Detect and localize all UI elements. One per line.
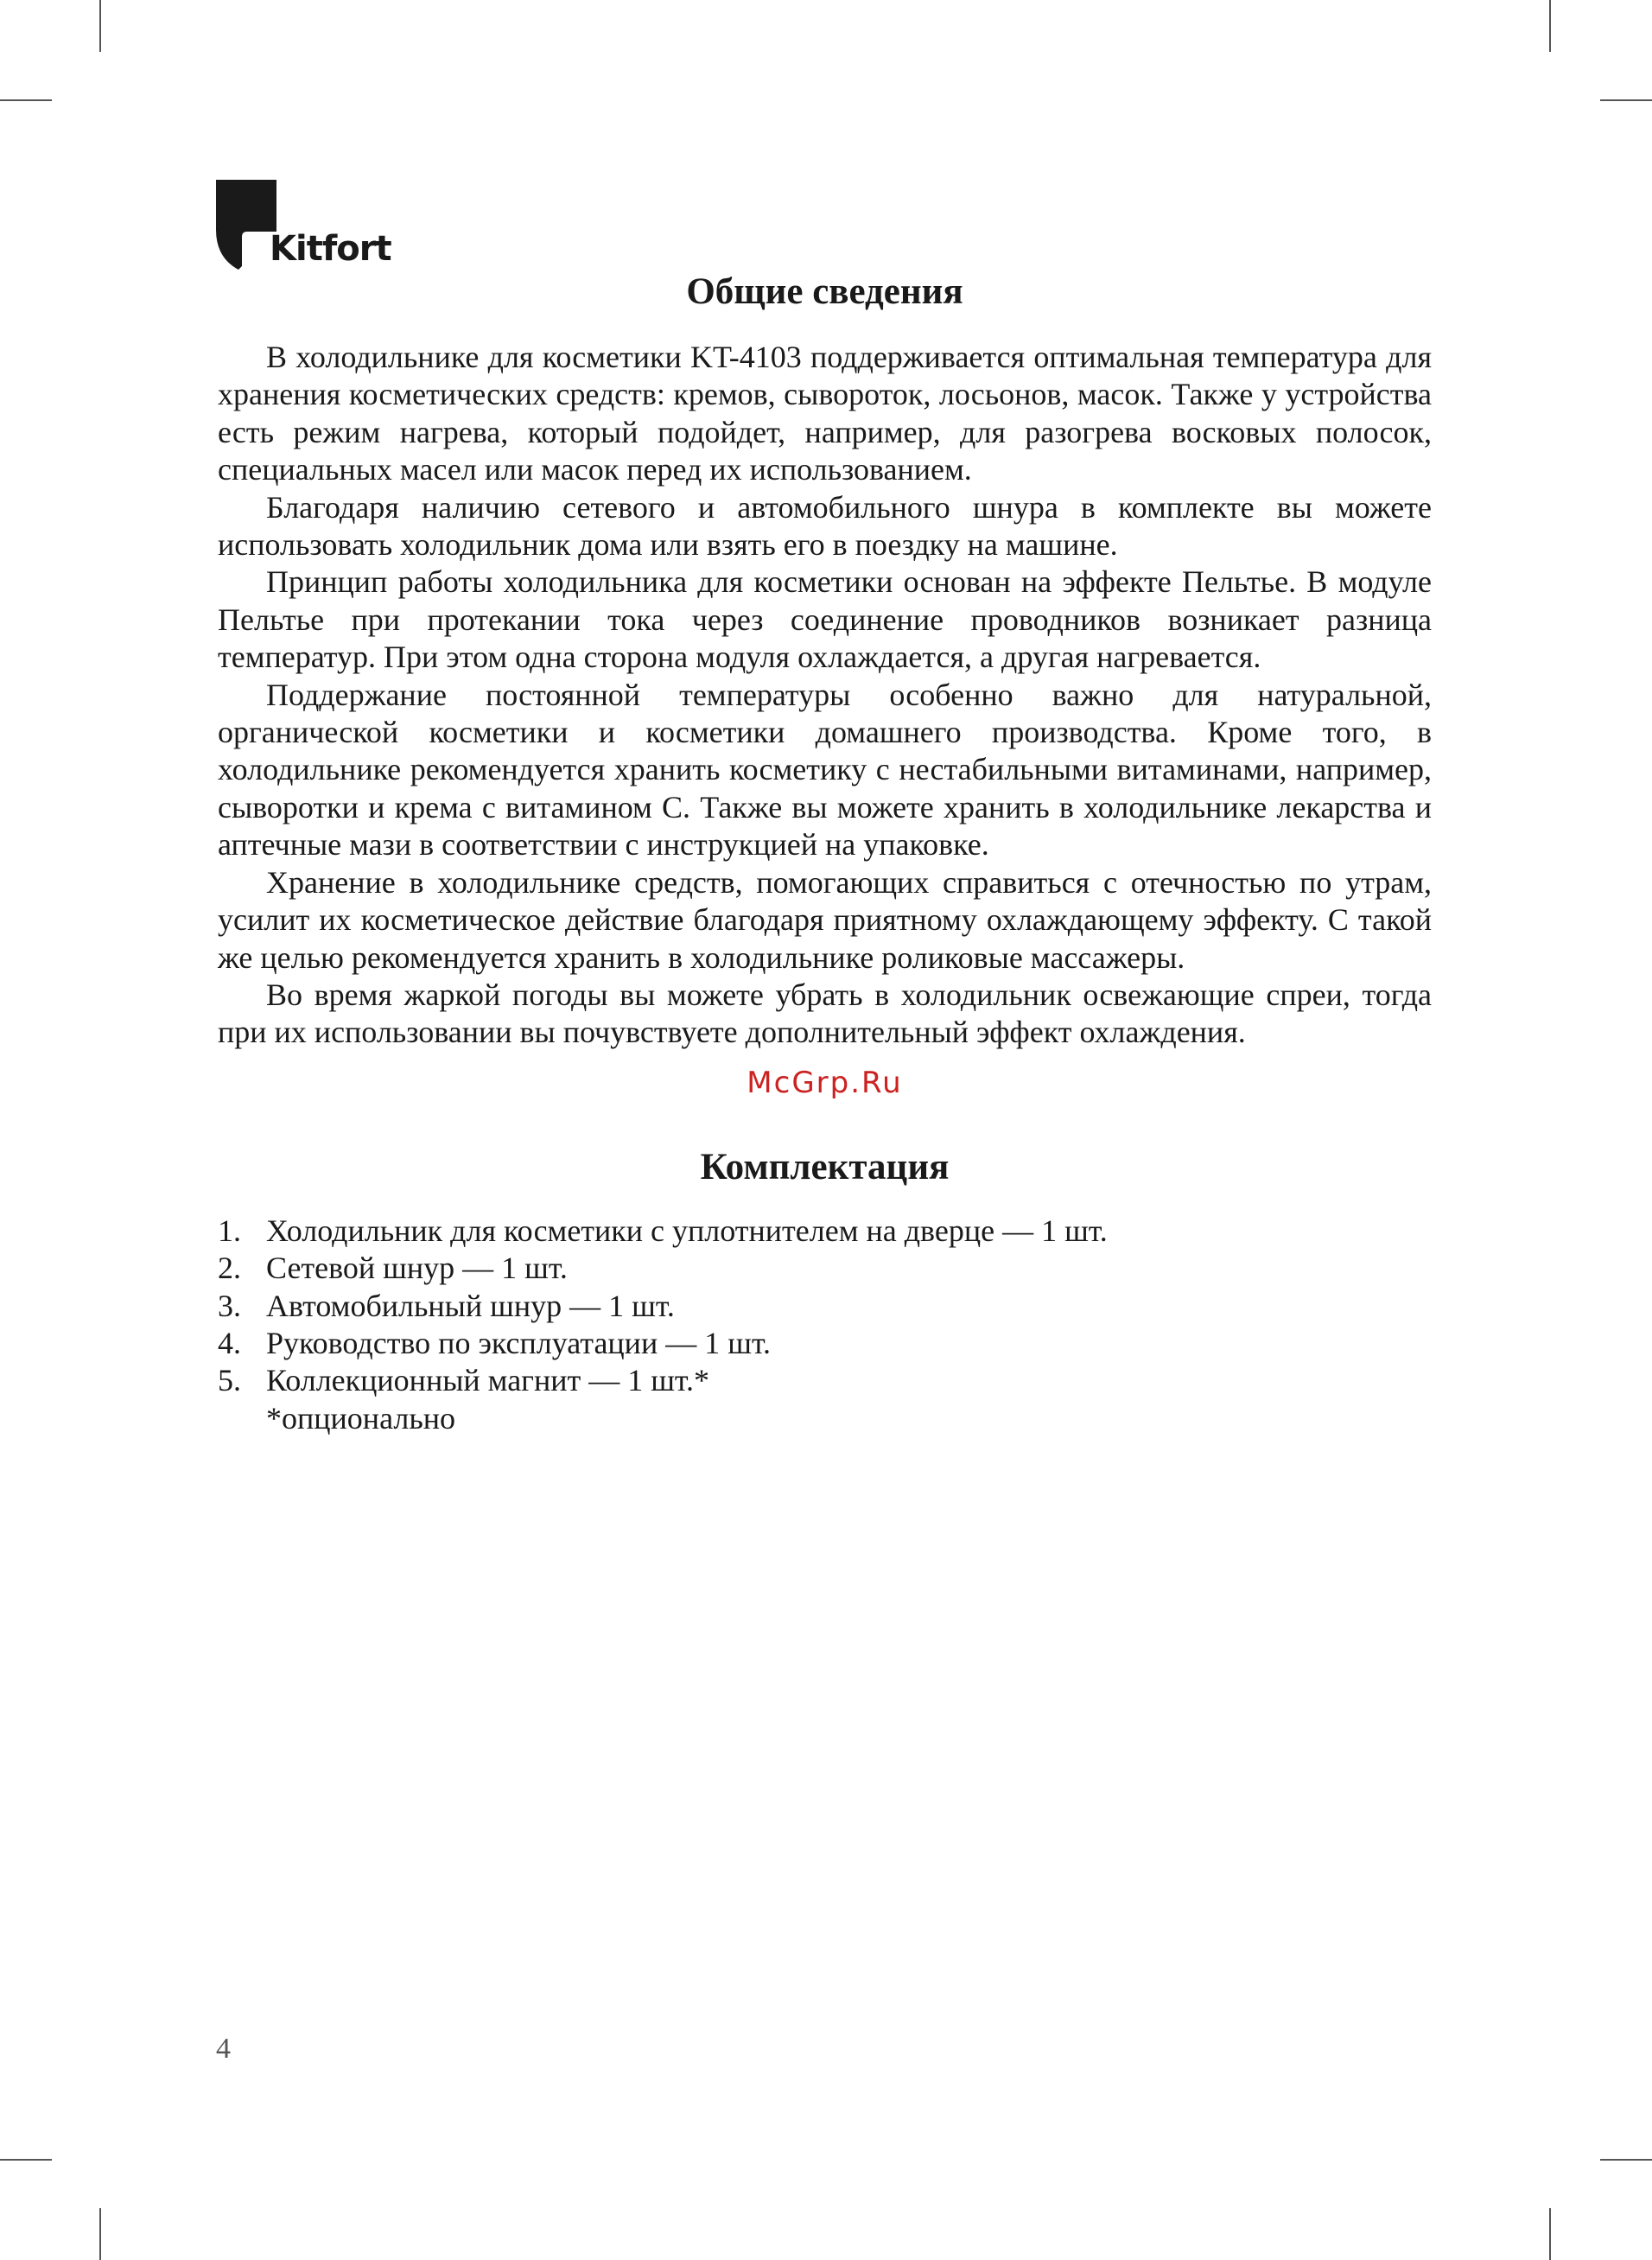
general-paragraph: В холодильнике для косметики KT-4103 поддерживается оптимальная температура для хранения косметических средств: кремов, сывороток, лосьонов, масок. Также у устройства есть режим нагрева, который подойдет, например, для разогрева восковых полосок, специальных масел или масок перед их использованием. bbox=[218, 340, 1432, 487]
list-item-number: 2. bbox=[218, 1251, 241, 1286]
general-paragraph: Во время жаркой погоды вы можете убрать в холодильник освежающие спреи, тогда при их использовании вы почувствуете дополнительный эффект охлаждения. bbox=[218, 977, 1432, 1050]
general-paragraph: Благодаря наличию сетевого и автомобильного шнура в комплекте вы можете использовать холодильник дома или взять его в поездку на машине. bbox=[218, 489, 1432, 563]
list-item-text: Автомобильный шнур — 1 шт. bbox=[266, 1288, 675, 1323]
list-item-number: 1. bbox=[218, 1213, 241, 1248]
general-info-section bbox=[218, 268, 1432, 1052]
list-item-text: Сетевой шнур — 1 шт. bbox=[266, 1251, 568, 1286]
crop-mark-right-top bbox=[1600, 99, 1652, 101]
crop-mark-top-right bbox=[1549, 0, 1551, 52]
package-contents-list bbox=[218, 1213, 1432, 1400]
general-paragraph: Поддержание постоянной температуры особенно важно для натуральной, органической косметики и косметики домашнего производства. Кроме того, в холодильнике рекомендуется хранить косметику с нестабильными витаминами, например, сыворотки и крема с витамином С. Также вы можете хранить в холодильнике лекарства и аптечные мази в соответствии с инструкцией на упаковке. bbox=[218, 677, 1432, 863]
page-number: 4 bbox=[216, 2033, 231, 2065]
list-item-number: 4. bbox=[218, 1325, 241, 1360]
general-info-title: Общие сведения bbox=[686, 271, 963, 312]
list-item-text: Коллекционный магнит — 1 шт.* bbox=[266, 1363, 709, 1398]
optional-note: *опционально bbox=[266, 1400, 456, 1436]
kitfort-logo-icon bbox=[216, 180, 276, 270]
crop-mark-bottom-left bbox=[99, 2208, 101, 2260]
crop-mark-left-top bbox=[0, 99, 52, 101]
kitfort-logo bbox=[216, 180, 397, 275]
list-item-number: 3. bbox=[218, 1288, 241, 1323]
list-item bbox=[218, 1213, 1432, 1250]
list-item bbox=[218, 1250, 1432, 1287]
crop-mark-right-bottom bbox=[1600, 2159, 1652, 2161]
list-item-text: Руководство по эксплуатации — 1 шт. bbox=[266, 1325, 771, 1360]
general-paragraph: Хранение в холодильнике средств, помогающих справиться с отечностью по утрам, усилит их косметическое действие благодаря приятному охлаждающему эффекту. С такой же целью рекомендуется хранить в холодильнике роликовые массажеры. bbox=[218, 864, 1432, 975]
general-paragraph: Принцип работы холодильника для косметики основан на эффекте Пельтье. В модуле Пельтье при протекании тока через соединение проводников возникает разница температур. При этом одна сторона модуля охлаждается, а другая нагревается. bbox=[218, 564, 1432, 675]
logo-brand-text: Kitfort bbox=[270, 229, 391, 269]
package-contents-section bbox=[218, 1143, 1432, 1437]
crop-mark-top-left bbox=[99, 0, 101, 52]
list-item-number: 5. bbox=[218, 1363, 241, 1398]
page-content bbox=[218, 268, 1432, 1437]
list-item bbox=[218, 1325, 1432, 1362]
watermark-link[interactable]: McGrp.Ru bbox=[747, 1065, 903, 1100]
list-item-text: Холодильник для косметики с уплотнителем на дверце — 1 шт. bbox=[266, 1213, 1108, 1248]
list-item bbox=[218, 1362, 1432, 1399]
package-contents-title: Комплектация bbox=[700, 1146, 950, 1187]
list-item bbox=[218, 1288, 1432, 1325]
crop-mark-left-bottom bbox=[0, 2159, 52, 2161]
crop-mark-bottom-right bbox=[1549, 2208, 1551, 2260]
